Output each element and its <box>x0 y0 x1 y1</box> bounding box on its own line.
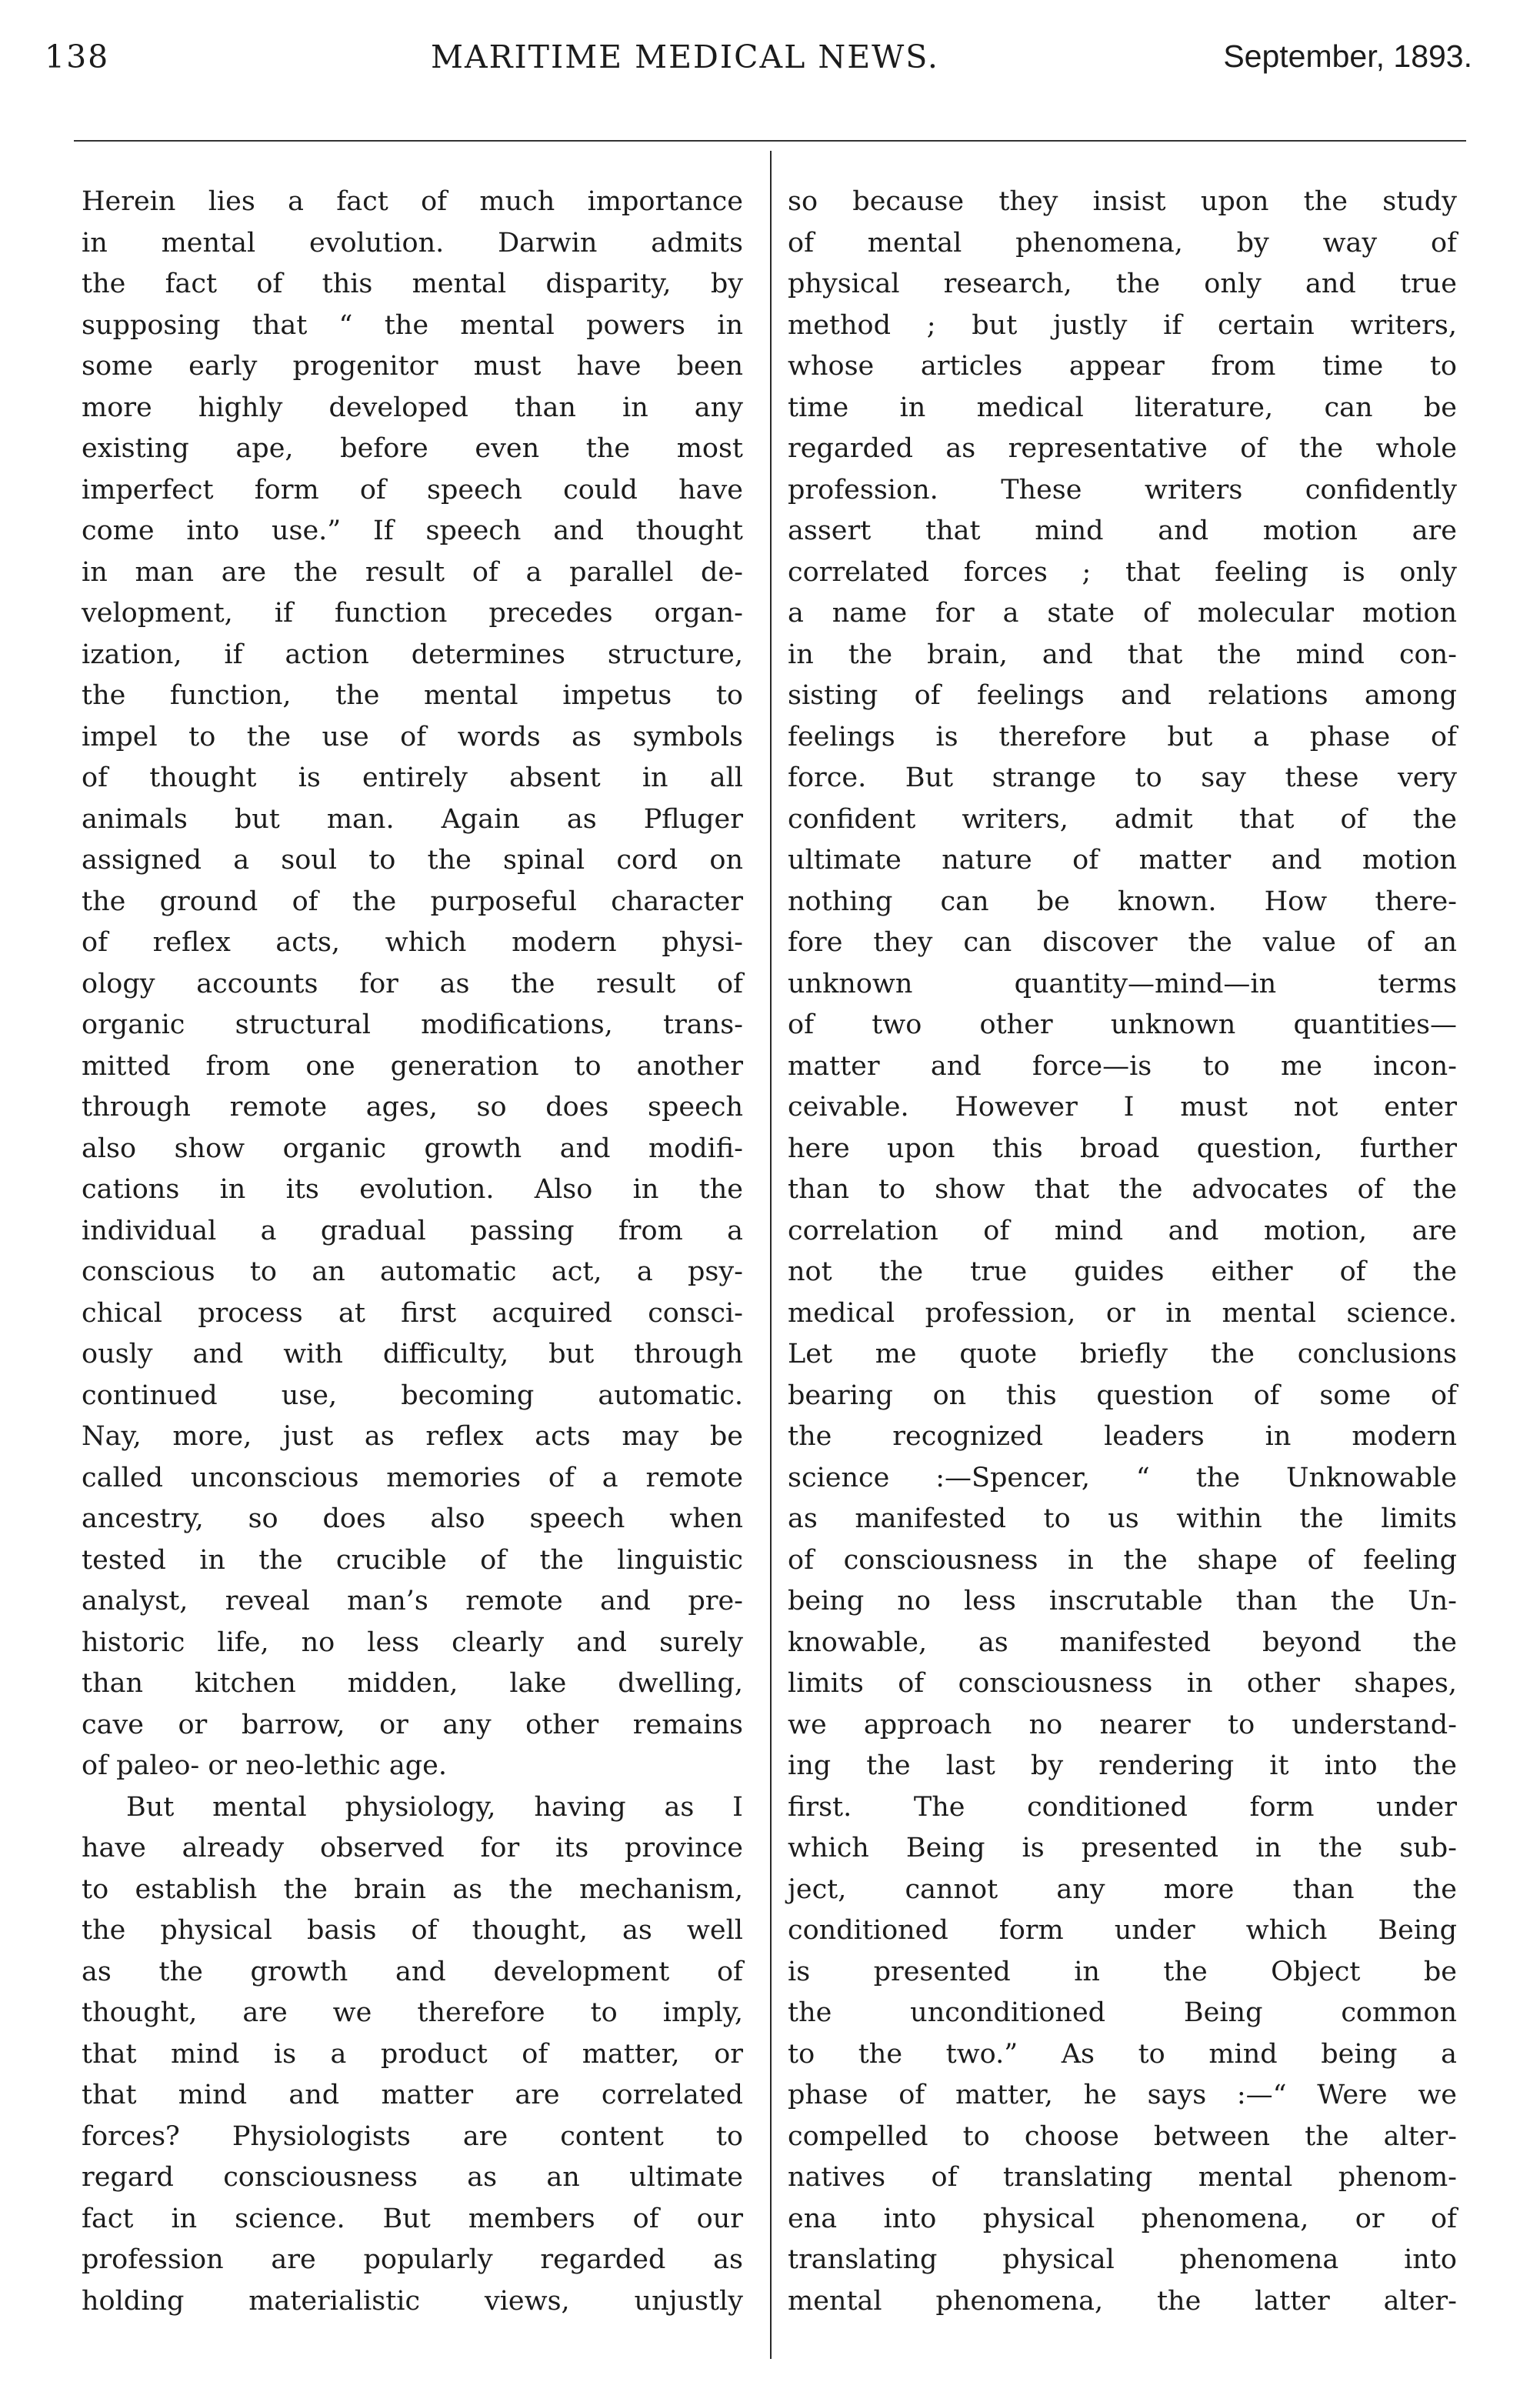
text-line: than kitchen midden, lake dwelling, <box>82 1668 743 1699</box>
text-line: have already observed for its province <box>82 1833 743 1863</box>
text-line: confident writers, admit that of the <box>788 803 1457 835</box>
text-line: which Being is presented in the sub- <box>788 1833 1457 1863</box>
text-line: chical process at first acquired consci- <box>82 1297 743 1329</box>
text-line: feelings is therefore but a phase of <box>788 721 1457 752</box>
text-line: matter and force—is to me incon- <box>788 1050 1457 1082</box>
journal-title: MARITIME MEDICAL NEWS. <box>431 38 939 75</box>
text-line: of paleo- or neo-lethic age. <box>82 1750 447 1781</box>
text-line: of consciousness in the shape of feeling <box>788 1544 1457 1576</box>
text-line: medical profession, or in mental science. <box>788 1297 1457 1329</box>
text-line: historic life, no less clearly and surely <box>82 1626 743 1658</box>
text-line: we approach no nearer to understand- <box>788 1709 1457 1740</box>
text-line: organic structural modifications, trans- <box>82 1009 743 1040</box>
text-line: cations in its evolution. Also in the <box>82 1174 743 1205</box>
text-line: the ground of the purposeful character <box>82 886 743 917</box>
text-line: ceivable. However I must not enter <box>788 1092 1457 1123</box>
text-line: mental phenomena, the latter alter- <box>788 2285 1457 2317</box>
text-line: ously and with difficulty, but through <box>82 1339 743 1369</box>
text-line: regarded as representative of the whole <box>788 433 1457 464</box>
text-line: Nay, more, just as reflex acts may be <box>82 1421 743 1452</box>
text-line: ing the last by rendering it into the <box>788 1750 1457 1781</box>
text-line: profession. These writers confidently <box>788 474 1457 505</box>
text-line: ject, cannot any more than the <box>788 1873 1457 1905</box>
text-line: unknown quantity—mind—in terms <box>788 968 1457 999</box>
text-line: to the two.” As to mind being a <box>788 2038 1457 2070</box>
text-line: science :—Spencer, “ the Unknowable <box>788 1462 1457 1493</box>
text-line: assert that mind and motion are <box>788 515 1457 546</box>
text-line: the unconditioned Being common <box>788 1997 1457 2028</box>
text-line: phase of matter, he says :—“ Were we <box>788 2080 1457 2110</box>
text-line: so because they insist upon the study <box>788 186 1457 217</box>
text-line: fore they can discover the value of an <box>788 927 1457 958</box>
text-line: fact in science. But members of our <box>82 2203 743 2234</box>
text-line: of mental phenomena, by way of <box>788 227 1457 259</box>
text-line: forces? Physiologists are content to <box>82 2120 743 2152</box>
text-line: force. But strange to say these very <box>788 762 1457 793</box>
text-line: animals but man. Again as Pfluger <box>82 803 743 835</box>
text-line: cave or barrow, or any other remains <box>82 1709 743 1740</box>
text-line: is presented in the Object be <box>788 1956 1457 1987</box>
text-line: to establish the brain as the mechanism, <box>82 1873 743 1905</box>
text-line: continued use, becoming automatic. <box>82 1379 743 1411</box>
text-line: bearing on this question of some of <box>788 1379 1457 1411</box>
text-line: regard consciousness as an ultimate <box>82 2162 743 2193</box>
text-line: method ; but justly if certain writers, <box>788 309 1457 341</box>
header-rule <box>74 140 1466 142</box>
text-line: first. The conditioned form under <box>788 1791 1457 1823</box>
text-line: more highly developed than in any <box>82 392 743 423</box>
column-divider <box>770 151 772 2359</box>
text-line: as the growth and development of <box>82 1956 743 1987</box>
page-header <box>38 31 1477 100</box>
text-line: limits of consciousness in other shapes, <box>788 1668 1457 1699</box>
text-line: ization, if action determines structure, <box>82 639 743 670</box>
text-line: Herein lies a fact of much importance <box>82 186 743 217</box>
text-line: also show organic growth and modifi- <box>82 1133 743 1164</box>
text-line: imperfect form of speech could have <box>82 474 743 505</box>
text-line: knowable, as manifested beyond the <box>788 1626 1457 1658</box>
right-column <box>788 182 1457 2322</box>
text-line: time in medical literature, can be <box>788 392 1457 423</box>
text-line: in man are the result of a parallel de- <box>82 556 743 588</box>
text-line: called unconscious memories of a remote <box>82 1462 743 1493</box>
text-line: ancestry, so does also speech when <box>82 1503 743 1534</box>
text-line: holding materialistic views, unjustly <box>82 2285 743 2317</box>
text-line: that mind and matter are correlated <box>82 2080 743 2110</box>
text-line: conscious to an automatic act, a psy- <box>82 1256 743 1287</box>
text-line: Let me quote briefly the conclusions <box>788 1339 1457 1369</box>
text-line: nothing can be known. How there- <box>788 886 1457 917</box>
text-line: existing ape, before even the most <box>82 433 743 464</box>
text-line: as manifested to us within the limits <box>788 1503 1457 1534</box>
text-line: compelled to choose between the alter- <box>788 2120 1457 2152</box>
text-line: the function, the mental impetus to <box>82 680 743 711</box>
text-line: physical research, the only and true <box>788 269 1457 299</box>
text-line: the recognized leaders in modern <box>788 1421 1457 1452</box>
text-line: in the brain, and that the mind con- <box>788 639 1457 670</box>
text-line: of two other unknown quantities— <box>788 1009 1457 1040</box>
text-line: that mind is a product of matter, or <box>82 2038 743 2070</box>
text-line: through remote ages, so does speech <box>82 1092 743 1123</box>
text-line: But mental physiology, having as I <box>126 1791 743 1823</box>
text-line: in mental evolution. Darwin admits <box>82 227 743 259</box>
text-line: individual a gradual passing from a <box>82 1215 743 1246</box>
issue-date: September, 1893. <box>1223 38 1472 74</box>
text-line: profession are popularly regarded as <box>82 2244 743 2275</box>
text-line: correlated forces ; that feeling is only <box>788 556 1457 588</box>
text-line: thought, are we therefore to imply, <box>82 1997 743 2028</box>
text-line: analyst, reveal man’s remote and pre- <box>82 1586 743 1616</box>
text-line: than to show that the advocates of the <box>788 1174 1457 1205</box>
text-line: whose articles appear from time to <box>788 351 1457 382</box>
text-line: conditioned form under which Being <box>788 1915 1457 1946</box>
text-line: assigned a soul to the spinal cord on <box>82 845 743 876</box>
text-line: not the true guides either of the <box>788 1256 1457 1287</box>
text-line: a name for a state of molecular motion <box>788 598 1457 629</box>
text-line: supposing that “ the mental powers in <box>82 309 743 341</box>
text-line: correlation of mind and motion, are <box>788 1215 1457 1246</box>
page-number: 138 <box>45 38 110 75</box>
text-line: the fact of this mental disparity, by <box>82 269 743 299</box>
text-line: mitted from one generation to another <box>82 1050 743 1082</box>
left-column <box>82 182 743 2322</box>
text-line: ena into physical phenomena, or of <box>788 2203 1457 2234</box>
text-line: the physical basis of thought, as well <box>82 1915 743 1946</box>
text-line: impel to the use of words as symbols <box>82 721 743 752</box>
text-line: ultimate nature of matter and motion <box>788 845 1457 876</box>
text-line: of reflex acts, which modern physi- <box>82 927 743 958</box>
text-line: here upon this broad question, further <box>788 1133 1457 1164</box>
text-line: ology accounts for as the result of <box>82 968 743 999</box>
text-line: velopment, if function precedes organ- <box>82 598 743 629</box>
text-line: some early progenitor must have been <box>82 351 743 382</box>
text-line: sisting of feelings and relations among <box>788 680 1457 711</box>
text-line: come into use.” If speech and thought <box>82 515 743 546</box>
text-line: natives of translating mental phenom- <box>788 2162 1457 2193</box>
text-line: tested in the crucible of the linguistic <box>82 1544 743 1576</box>
text-line: being no less inscrutable than the Un- <box>788 1586 1457 1616</box>
text-line: of thought is entirely absent in all <box>82 762 743 793</box>
text-line: translating physical phenomena into <box>788 2244 1457 2275</box>
